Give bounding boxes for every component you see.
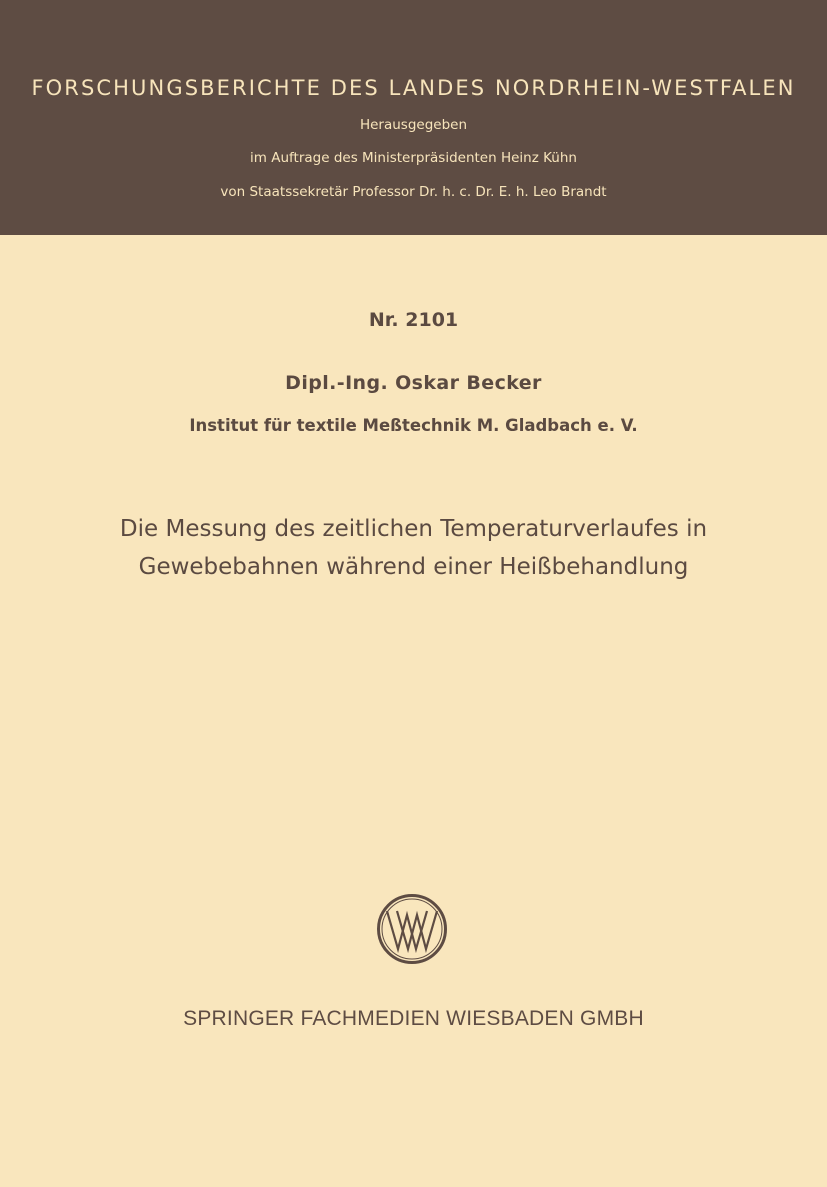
series-title: FORSCHUNGSBERICHTE DES LANDES NORDRHEIN-WESTFALEN xyxy=(31,76,796,100)
series-header-band xyxy=(0,0,827,235)
report-number: Nr. 2101 xyxy=(368,309,459,331)
book-title xyxy=(0,510,827,586)
book-title-line-2: Gewebebahnen während einer Heißbehandlung xyxy=(138,554,689,580)
editor-line-3: von Staatssekretär Professor Dr. h. c. Dr. E. h. Leo Brandt xyxy=(220,184,607,200)
institute: Institut für textile Meßtechnik M. Gladbach e. V. xyxy=(189,416,638,435)
editor-line-2: im Auftrage des Ministerpräsidenten Heinz Kühn xyxy=(250,150,577,166)
editor-line-1: Herausgegeben xyxy=(359,117,468,133)
publisher-logo-icon xyxy=(376,893,448,965)
book-title-line-1: Die Messung des zeitlichen Temperaturverlaufes in xyxy=(119,516,708,542)
author: Dipl.-Ing. Oskar Becker xyxy=(285,372,542,394)
publisher-name: SPRINGER FACHMEDIEN WIESBADEN GMBH xyxy=(183,1007,644,1030)
